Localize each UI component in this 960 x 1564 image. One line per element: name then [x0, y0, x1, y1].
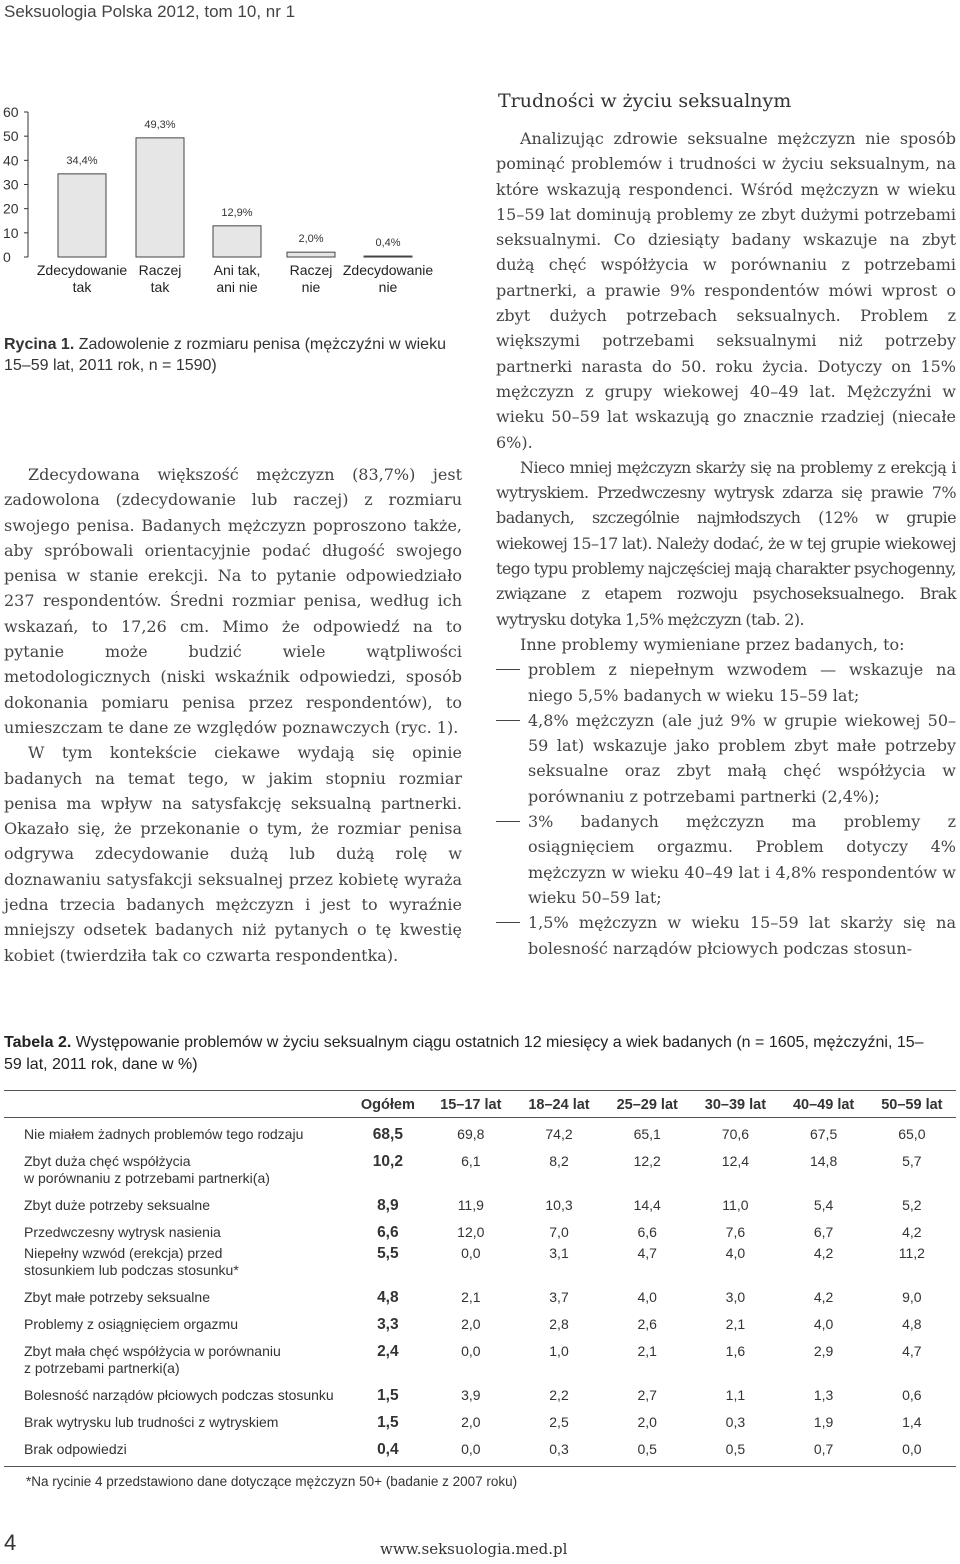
- cell-value: 5,7: [902, 1153, 922, 1169]
- data-label: 34,4%: [66, 154, 98, 167]
- cell-value: 3,1: [549, 1245, 569, 1261]
- bar: [58, 174, 106, 257]
- right-paragraph-1: Analizując zdrowie seksualne mężczyzn nie sposób pominąć problemów i trudności w życiu seksualnym, na które wskazują respondenci. Wśród mężczyzn w wieku 15–59 lat dominują problemy ze zbyt dużymi potrzebami seksualnymi. Co dziesiąty badany wskazuje na zbyt dużą chęć współżycia w porównaniu z potrzebami partnerki, a prawie 9% respondentów mówi wprost o zbyt dużych potrzebach seksualnych. Problem z większymi potrzebami seksualnymi niż potrzeby partnerki narasta do 50. roku życia. Dotyczy on 15% mężczyzn z grupy wiekowej 40–49 lat. Mężczyźni w wieku 50–59 lat wskazują go znacznie rzadziej (niecałe 6%).: [496, 129, 956, 452]
- section-title: Trudności w życiu seksualnym: [498, 90, 792, 112]
- cell-value: 1,6: [725, 1343, 746, 1359]
- y-tick-label: 60: [3, 104, 19, 120]
- table-row: [4, 1281, 956, 1308]
- right-paragraph-3: Inne problemy wymieniane przez badanych, to:: [520, 634, 905, 654]
- row-label: Brak wytrysku lub trudności z wytryskiem: [24, 1414, 279, 1430]
- cell-value: 6,1: [461, 1153, 481, 1169]
- cell-value: 4,7: [637, 1245, 657, 1261]
- cell-total: 10,2: [372, 1153, 403, 1170]
- bar: [364, 256, 412, 257]
- left-paragraph-1: Zdecydowana większość mężczyzn (83,7%) jest zadowolona (zdecydowanie lub raczej) z rozmiaru swojego penisa. Badanych mężczyzn poproszono także, aby spróbowali orientacyjnie podać długość swojego penisa w stanie erekcji. Na to pytanie odpowiedziało 237 respondentów. Średni rozmiar penisa, według ich wskazań, to 17,26 cm. Mimo że odpowiedź na to pytanie może budzić wiele wątpliwości metodologicznych (niski wskaźnik odpowiedzi, sposób dokonania pomiaru penisa przez respondentów), to umieszczam te dane ze względów poznawczych (ryc. 1).: [4, 465, 462, 737]
- cell-value: 2,0: [461, 1414, 481, 1430]
- cell-value: 74,2: [545, 1126, 573, 1142]
- row-label: Problemy z osiągnięciem orgazmu: [24, 1316, 238, 1332]
- row-label: Zbyt mała chęć współżycia w porównaniu z potrzebami partnerki(a): [24, 1343, 281, 1376]
- table-body: [4, 1118, 956, 1467]
- cell-value: 1,0: [549, 1343, 569, 1359]
- y-tick-label: 50: [3, 128, 19, 145]
- figure-caption-label: Rycina 1.: [4, 336, 75, 353]
- cell-value: 2,5: [549, 1414, 569, 1430]
- cell-total: 1,5: [377, 1387, 399, 1404]
- header-row: [4, 1091, 956, 1118]
- cell-value: 0,5: [725, 1441, 746, 1457]
- table-header: [4, 1091, 956, 1118]
- cell-value: 4,2: [813, 1289, 834, 1305]
- category-label: Raczej: [138, 262, 182, 278]
- column-header: 50–59 lat: [881, 1097, 943, 1113]
- cell-value: 4,2: [813, 1245, 834, 1261]
- cell-value: 14,4: [633, 1197, 661, 1213]
- cell-value: 0,0: [461, 1441, 481, 1457]
- table-row: [4, 1406, 956, 1433]
- table-row: [4, 1189, 956, 1216]
- header-empty: [4, 1091, 349, 1118]
- cell-value: 4,2: [902, 1224, 922, 1240]
- cell-value: 2,1: [461, 1289, 481, 1305]
- cell-value: 2,0: [461, 1316, 481, 1332]
- row-label: Niepełny wzwód (erekcja) przed stosunkiem lub podczas stosunku*: [24, 1245, 239, 1278]
- cell-value: 4,0: [637, 1289, 657, 1305]
- left-column: [4, 462, 462, 968]
- category-label: nie: [301, 279, 321, 295]
- row-label: Brak odpowiedzi: [24, 1441, 127, 1457]
- row-label: Zbyt duża chęć współżycia w porównaniu z potrzebami partnerki(a): [24, 1153, 270, 1186]
- cell-value: 3,0: [725, 1289, 746, 1305]
- cell-value: 2,1: [637, 1343, 657, 1359]
- table-row: [4, 1379, 956, 1406]
- list-item: [496, 910, 956, 961]
- y-tick-label: 10: [3, 224, 19, 241]
- data-label: 49,3%: [144, 118, 176, 131]
- data-label: 12,9%: [221, 206, 253, 219]
- cell-value: 2,2: [549, 1387, 569, 1403]
- cell-value: 11,9: [457, 1197, 484, 1213]
- cell-value: 0,3: [725, 1414, 746, 1430]
- category-label: Zdecydowanie: [36, 262, 128, 278]
- column-header: 40–49 lat: [792, 1097, 855, 1113]
- category-label: Zdecydowanie: [342, 262, 434, 278]
- cell-value: 7,0: [549, 1224, 569, 1240]
- bar-chart: [0, 95, 460, 310]
- cell-total: 4,8: [377, 1289, 399, 1306]
- cell-total: 5,5: [377, 1245, 399, 1262]
- category-label: nie: [378, 279, 398, 295]
- y-tick-label: 40: [3, 152, 19, 169]
- cell-value: 0,5: [637, 1441, 657, 1457]
- y-tick-label: 0: [3, 249, 11, 265]
- cell-value: 6,7: [813, 1224, 834, 1240]
- category-label: tak: [150, 279, 170, 295]
- cell-value: 4,0: [813, 1316, 834, 1332]
- cell-value: 0,0: [902, 1441, 922, 1457]
- cell-value: 65,0: [898, 1126, 926, 1142]
- cell-total: 2,4: [377, 1343, 399, 1360]
- cell-value: 65,1: [633, 1126, 661, 1142]
- cell-total: 68,5: [372, 1126, 403, 1143]
- list-item: [496, 657, 956, 708]
- table-caption-text: Występowanie problemów w życiu seksualnym ciągu ostatnich 12 miesięcy a wiek badanych (n = 1605, mężczyźni, 15–59 lat, 2011 rok, dane w %): [4, 1034, 924, 1073]
- row-label: Zbyt małe potrzeby seksualne: [24, 1289, 210, 1305]
- table-row: [4, 1216, 956, 1243]
- cell-value: 12,0: [457, 1224, 485, 1240]
- cell-total: 6,6: [377, 1224, 399, 1241]
- cell-value: 0,3: [549, 1441, 569, 1457]
- cell-value: 4,0: [725, 1245, 746, 1261]
- table-row: [4, 1335, 956, 1379]
- cell-value: 9,0: [902, 1289, 922, 1305]
- cell-value: 2,7: [637, 1387, 657, 1403]
- list-item-text: problem z niepełnym wzwodem — wskazuje na niego 5,5% badanych w wieku 15–59 lat;: [528, 660, 956, 705]
- running-head: Seksuologia Polska 2012, tom 10, nr 1: [4, 2, 296, 21]
- table-row: [4, 1433, 956, 1467]
- column-header: 18–24 lat: [528, 1097, 590, 1113]
- cell-value: 69,8: [457, 1126, 485, 1142]
- cell-value: 12,2: [633, 1153, 661, 1169]
- problems-list: [496, 657, 956, 961]
- cell-value: 5,4: [813, 1197, 834, 1213]
- cell-value: 2,8: [549, 1316, 569, 1332]
- category-label: ani nie: [216, 279, 258, 295]
- cell-total: 0,4: [377, 1441, 399, 1458]
- cell-value: 2,1: [725, 1316, 746, 1332]
- list-item-text: 3% badanych mężczyzn ma problemy z osiągnięciem orgazmu. Problem dotyczy 4% mężczyzn w wieku 40–49 lat i 4,8% respondentów w wieku 50–59 lat;: [528, 812, 956, 907]
- column-header: Ogółem: [360, 1097, 415, 1113]
- cell-value: 11,2: [898, 1245, 925, 1261]
- left-paragraph-2: W tym kontekście ciekawe wydają się opinie badanych na temat tego, w jakim stopniu rozmiar penisa ma wpływ na satysfakcję seksualną partnerki. Okazało się, że przekonanie o tym, że rozmiar penisa odgrywa zdecydowanie dużą lub dużą rolę w doznawaniu satysfakcji seksualnej przez kobietę wyraża jedna trzecia badanych mężczyzn i jest to wyraźnie mniejszy odsetek badanych niż pytanych o tę kwestię kobiet (twierdziła tak co czwarta respondentka).: [4, 743, 462, 965]
- cell-value: 14,8: [809, 1153, 838, 1169]
- table-caption-label: Tabela 2.: [4, 1034, 72, 1051]
- y-tick-label: 20: [3, 200, 19, 217]
- row-label: Bolesność narządów płciowych podczas stosunku: [24, 1387, 334, 1403]
- cell-value: 3,9: [461, 1387, 481, 1403]
- figure-caption: [4, 334, 462, 376]
- row-label: Przedwczesny wytrysk nasienia: [24, 1224, 221, 1240]
- cell-total: 3,3: [377, 1316, 399, 1333]
- bar: [136, 138, 184, 257]
- table-row: [4, 1118, 956, 1146]
- cell-total: 8,9: [377, 1197, 399, 1214]
- row-label: Zbyt duże potrzeby seksualne: [24, 1197, 210, 1213]
- cell-value: 2,6: [637, 1316, 657, 1332]
- column-header: 15–17 lat: [440, 1097, 502, 1113]
- cell-value: 1,3: [813, 1387, 834, 1403]
- cell-value: 70,6: [721, 1126, 750, 1142]
- table-row: [4, 1243, 956, 1281]
- bar: [287, 252, 335, 257]
- cell-value: 10,3: [545, 1197, 573, 1213]
- table-footnote: *Na rycinie 4 przedstawiono dane dotyczące mężczyzn 50+ (badanie z 2007 roku): [26, 1474, 518, 1489]
- list-item: [496, 708, 956, 809]
- cell-value: 67,5: [809, 1126, 838, 1142]
- cell-value: 4,7: [902, 1343, 922, 1359]
- category-label: Raczej: [289, 262, 333, 278]
- cell-value: 5,2: [902, 1197, 922, 1213]
- table-row: [4, 1145, 956, 1189]
- list-item-text: 1,5% mężczyzn w wieku 15–59 lat skarży się na bolesność narządów płciowych podczas stosun-: [528, 913, 956, 958]
- cell-value: 11,0: [722, 1197, 749, 1213]
- data-label: 0,4%: [375, 237, 401, 250]
- table-row: [4, 1308, 956, 1335]
- data-label: 2,0%: [298, 233, 324, 246]
- cell-total: 1,5: [377, 1414, 399, 1431]
- column-header: 30–39 lat: [704, 1097, 767, 1113]
- category-label: Ani tak,: [213, 262, 261, 278]
- cell-value: 8,2: [549, 1153, 569, 1169]
- page-number: 4: [4, 1530, 17, 1555]
- cell-value: 1,1: [725, 1387, 746, 1403]
- column-header: 25–29 lat: [616, 1097, 678, 1113]
- category-label: tak: [72, 279, 92, 295]
- cell-value: 2,0: [637, 1414, 657, 1430]
- cell-value: 0,7: [813, 1441, 834, 1457]
- cell-value: 12,4: [721, 1153, 750, 1169]
- cell-value: 0,6: [902, 1387, 922, 1403]
- cell-value: 1,4: [902, 1414, 922, 1430]
- right-paragraph-2: Nieco mniej mężczyzn skarży się na problemy z erekcją i wytryskiem. Przedwczesny wytrysk zdarza się prawie 7% badanych, szczególnie najmłodszych (12% w grupie wiekowej 15–17 lat). Należy dodać, że w tej grupie wiekowej tego typu problemy najczęściej mają charakter psychogenny, związane z etapem rozwoju psychoseksualnego. Brak wytrysku dotyka 1,5% mężczyzn (tab. 2).: [496, 457, 956, 629]
- cell-value: 0,0: [461, 1343, 481, 1359]
- problems-table: [4, 1090, 956, 1467]
- table-caption: [4, 1032, 934, 1076]
- list-item-text: 4,8% mężczyzn (ale już 9% w grupie wiekowej 50–59 lat) wskazuje jako problem zbyt małe potrzeby seksualne oraz zbyt małą chęć współżycia w porównaniu z potrzebami partnerki (2,4%);: [528, 710, 956, 806]
- cell-value: 3,7: [549, 1289, 569, 1305]
- figure-caption-text: Zadowolenie z rozmiaru penisa (mężczyźni w wieku 15–59 lat, 2011 rok, n = 1590): [4, 336, 446, 374]
- bar: [213, 226, 261, 257]
- cell-value: 7,6: [725, 1224, 746, 1240]
- y-tick-label: 30: [3, 176, 19, 193]
- cell-value: 1,9: [813, 1414, 834, 1430]
- cell-value: 2,9: [813, 1343, 834, 1359]
- cell-value: 0,0: [461, 1245, 481, 1261]
- row-label: Nie miałem żadnych problemów tego rodzaju: [24, 1126, 304, 1142]
- list-item: [496, 809, 956, 910]
- right-column: [496, 126, 956, 961]
- cell-value: 4,8: [902, 1316, 922, 1332]
- cell-value: 6,6: [637, 1224, 657, 1240]
- website-url: www.seksuologia.med.pl: [380, 1540, 568, 1558]
